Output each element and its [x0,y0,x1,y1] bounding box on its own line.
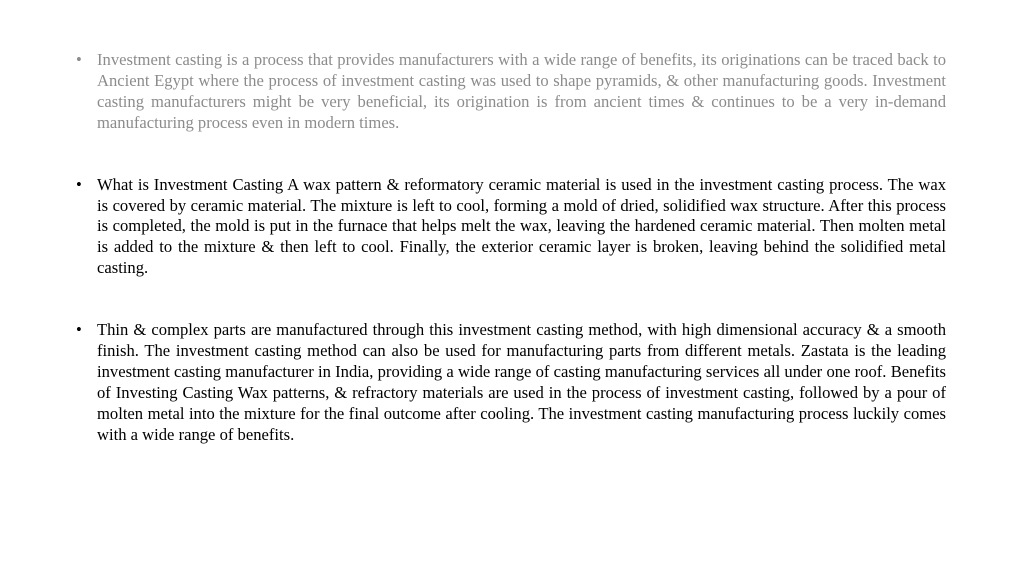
bullet-item-history [76,50,946,134]
bullet-item-what-is [76,175,946,280]
bullet-text: What is Investment Casting A wax pattern & reformatory ceramic material is used in the investment casting process. The wax is covered by ceramic material. The mixture is left to cool, forming a mold of dried, solidified wax structure. After this process is completed, the mold is put in the furnace that helps melt the wax, leaving the hardened ceramic material. Then molten metal is added to the mixture & then left to cool. Finally, the exterior ceramic layer is broken, leaving behind the solidified metal casting. [97,174,946,278]
bullet-item-thin-complex [76,320,946,445]
bullet-text: Investment casting is a process that provides manufacturers with a wide range of benefits, its originations can be traced back to Ancient Egypt where the process of investment casting was used to shape pyramids, & other manufacturing goods. Investment casting manufacturers might be very beneficial, its origination is from ancient times & continues to be a very in-demand manufacturing process even in modern times. [97,50,946,132]
bullet-text: Thin & complex parts are manufactured through this investment casting method, with high dimensional accuracy & a smooth finish. The investment casting method can also be used for manufacturing parts from different metals. Zastata is the leading investment casting manufacturer in India, providing a wide range of casting manufacturing services all under one roof. Benefits of Investing Casting Wax patterns, & refractory materials are used in the process of investment casting, followed by a pour of molten metal into the mixture for the final outcome after cooling. The investment casting manufacturing process luckily comes with a wide range of benefits. [97,320,946,444]
bullet-list [76,50,946,446]
bullet-dot-icon: • [76,320,82,340]
bullet-dot-icon: • [76,174,82,194]
bullet-dot-icon: • [76,50,82,69]
